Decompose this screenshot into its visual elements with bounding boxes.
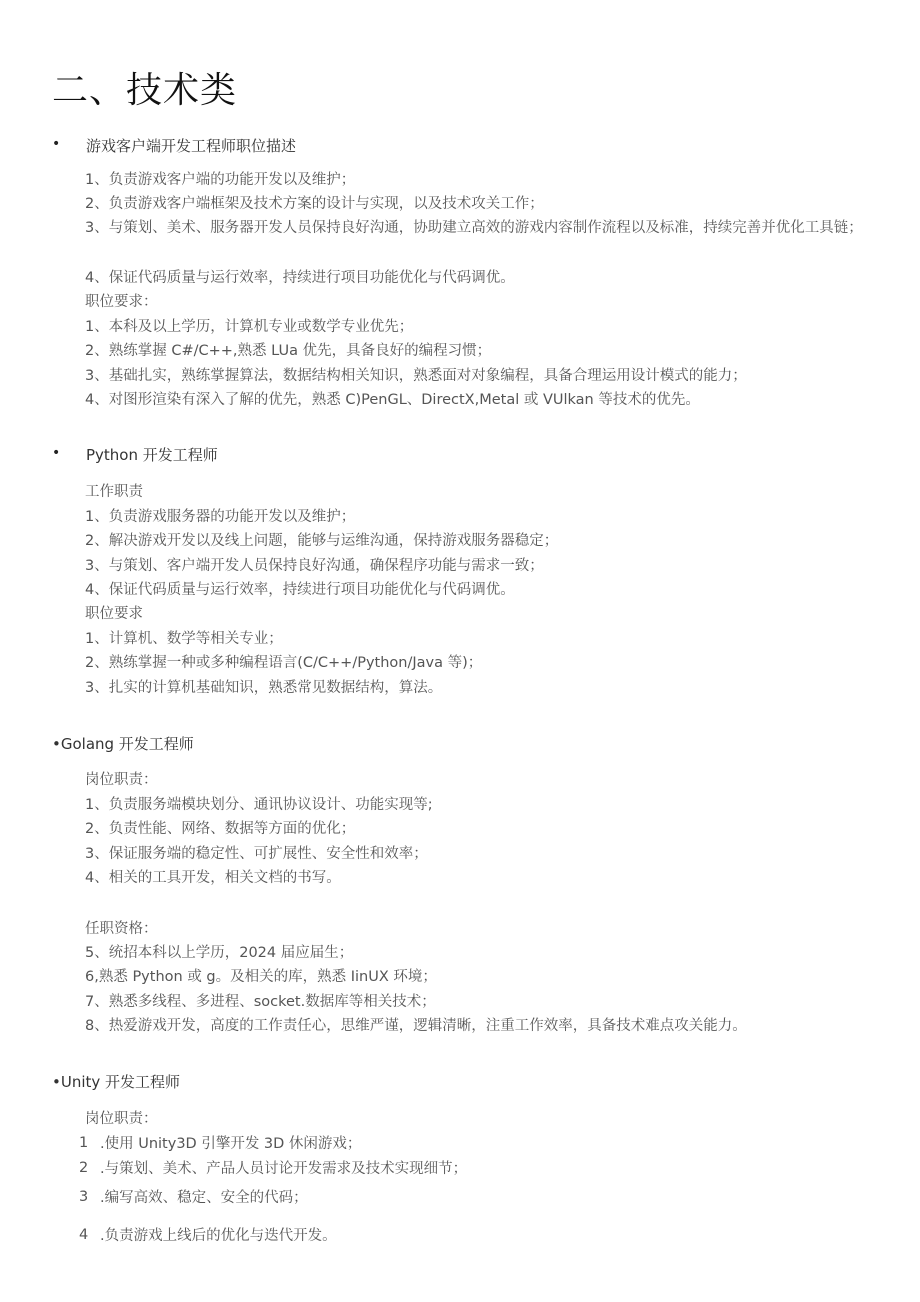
text-line: 3、保证服务端的稳定性、可扩展性、安全性和效率；	[85, 846, 428, 862]
text-line: 4、保证代码质量与运行效率，持续进行项目功能优化与代码调优。	[85, 582, 515, 598]
list-item: .使用 Unity3D 引擎开发 3D 休闲游戏；	[100, 1136, 362, 1152]
job-title: •Golang 开发工程师	[52, 735, 194, 753]
subheading: 岗位职责：	[85, 772, 158, 788]
text-line: 1、计算机、数学等相关专业；	[85, 631, 283, 647]
text-line: 8、热爱游戏开发，高度的工作责任心，思维严谨，逻辑清晰，注重工作效率，具备技术难点攻关能力。	[85, 1018, 747, 1034]
text-line: 3、与策划、美术、服务器开发人员保持良好沟通，协助建立高效的游戏内容制作流程以及标准，持续完善并优化工具链；	[85, 220, 863, 236]
bullet-dot: •	[52, 136, 61, 152]
text-line: 1、负责游戏客户端的功能开发以及维护；	[85, 172, 356, 188]
text-line: 1、负责游戏服务器的功能开发以及维护；	[85, 509, 356, 525]
text-line: 2、解决游戏开发以及线上问题，能够与运维沟通，保持游戏服务器稳定；	[85, 533, 559, 549]
list-number: 3	[79, 1189, 89, 1205]
subheading: 岗位职责：	[85, 1111, 158, 1127]
list-item: .编写高效、稳定、安全的代码；	[100, 1190, 308, 1206]
list-number: 4	[79, 1227, 89, 1243]
text-line: 3、扎实的计算机基础知识，熟悉常见数据结构，算法。	[85, 680, 443, 696]
text-line: 1、本科及以上学历，计算机专业或数学专业优先；	[85, 319, 414, 335]
text-line: 3、基础扎实，熟练掌握算法，数据结构相关知识，熟悉面对对象编程，具备合理运用设计模式的能力；	[85, 368, 747, 384]
text-line: 1、负责服务端模块划分、通讯协议设计、功能实现等;	[85, 797, 433, 813]
job-title: Python 开发工程师	[86, 446, 218, 464]
text-line: 5、统招本科以上学历，2024 届应届生；	[85, 945, 354, 961]
text-line: 2、熟练掌握一种或多种编程语言(C/C++/Python/Java 等)；	[85, 655, 483, 671]
list-item: .与策划、美术、产品人员讨论开发需求及技术实现细节；	[100, 1161, 468, 1177]
text-line: 2、负责游戏客户端框架及技术方案的设计与实现，以及技术攻关工作；	[85, 196, 544, 212]
subheading: 工作职责	[85, 484, 143, 500]
subheading: 职位要求	[85, 606, 143, 622]
text-line: 4、相关的工具开发，相关文档的书写。	[85, 870, 341, 886]
text-line: 6,熟悉 Python 或 g。及相关的库，熟悉 IinUX 环境；	[85, 969, 437, 985]
text-line: 7、熟悉多线程、多进程、socket.数据库等相关技术；	[85, 994, 436, 1010]
job-title: 游戏客户端开发工程师职位描述	[86, 137, 297, 155]
list-item: .负责游戏上线后的优化与迭代开发。	[100, 1228, 337, 1244]
text-line: 4、保证代码质量与运行效率，持续进行项目功能优化与代码调优。	[85, 270, 515, 286]
bullet-dot: •	[52, 445, 61, 461]
text-line: 3、与策划、客户端开发人员保持良好沟通，确保程序功能与需求一致；	[85, 558, 544, 574]
page-title: 二、技术类	[52, 70, 238, 111]
job-title: •Unity 开发工程师	[52, 1073, 181, 1091]
list-number: 1	[79, 1135, 89, 1151]
subheading: 任职资格：	[85, 921, 158, 937]
list-number: 2	[79, 1160, 89, 1176]
subheading: 职位要求：	[85, 294, 158, 310]
text-line: 2、负责性能、网络、数据等方面的优化；	[85, 821, 356, 837]
text-line: 4、对图形渲染有深入了解的优先，熟悉 C)PenGL、DirectX,Metal 或 VUlkan 等技术的优先。	[85, 392, 700, 408]
text-line: 2、熟练掌握 C#/C++,熟悉 LUa 优先，具备良好的编程习惯；	[85, 343, 492, 359]
